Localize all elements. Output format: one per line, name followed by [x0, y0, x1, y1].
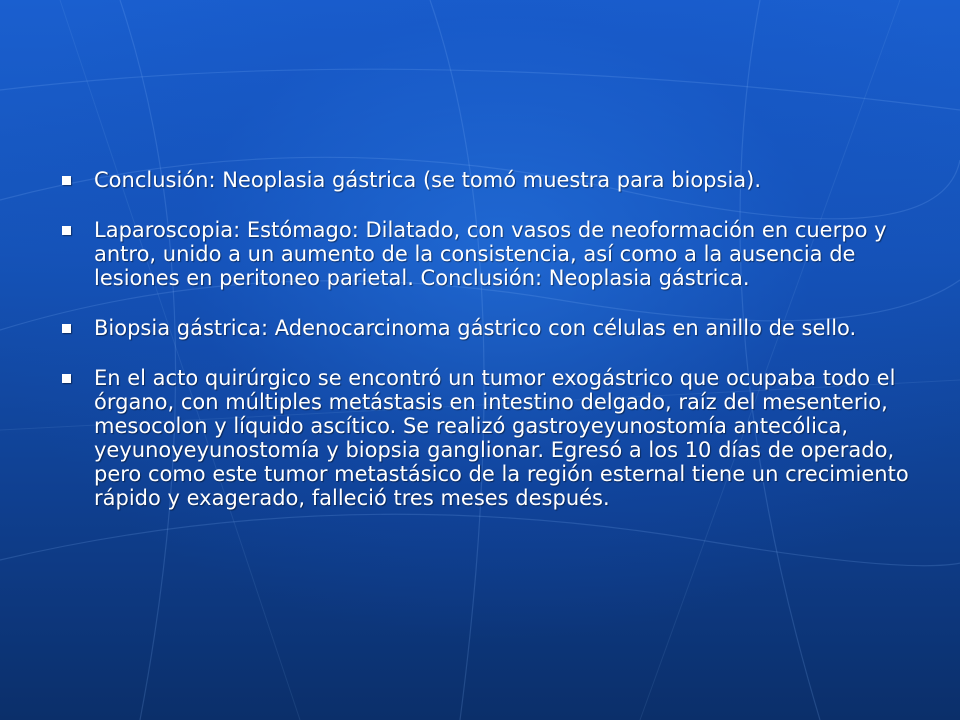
bullet-item-biopsy — [62, 316, 912, 340]
bullet-text: Biopsia gástrica: Adenocarcinoma gástrico con células en anillo de sello. — [94, 316, 857, 340]
bullet-item-laparoscopy — [62, 218, 912, 290]
bullet-text: Conclusión: Neoplasia gástrica (se tomó muestra para biopsia). — [94, 168, 762, 192]
bullet-list — [62, 168, 912, 510]
bullet-text: En el acto quirúrgico se encontró un tumor exogástrico que ocupaba todo el órgano, con múltiples metástasis en intestino delgado, raíz del mesenterio, mesocolon y líquido ascítico. Se realizó gastroyeyunostomía antecólica, yeyunoyeyunostomía y biopsia ganglionar. Egresó a los 10 días de operado, pero como este tumor metastásico de la región esternal tiene un crecimiento rápido y exagerado, falleció tres meses después. — [94, 366, 909, 510]
bullet-item-conclusion — [62, 168, 912, 192]
square-bullet-icon — [62, 226, 71, 235]
square-bullet-icon — [62, 374, 71, 383]
square-bullet-icon — [62, 176, 71, 185]
slide-body — [62, 168, 912, 536]
bullet-item-surgery — [62, 366, 912, 510]
square-bullet-icon — [62, 324, 71, 333]
bullet-text: Laparoscopia: Estómago: Dilatado, con vasos de neoformación en cuerpo y antro, unido a un aumento de la consistencia, así como a la ausencia de lesiones en peritoneo parietal. Conclusión: Neoplasia gástrica. — [94, 218, 887, 290]
